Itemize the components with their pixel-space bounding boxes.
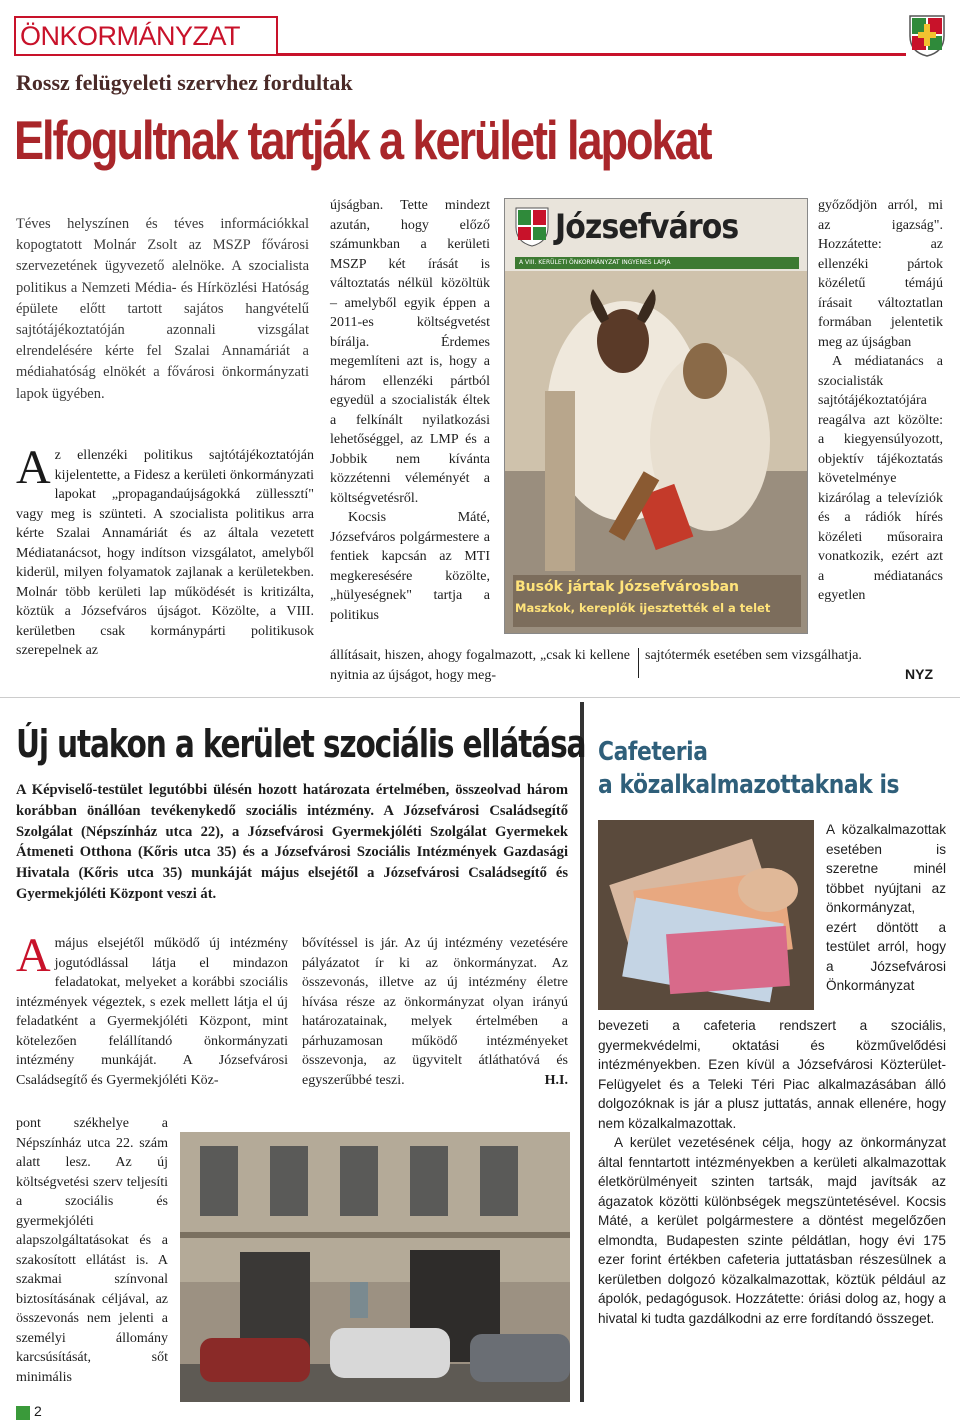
author-signature: NYZ <box>905 666 933 682</box>
article-body-continuation: sajtótermék esetében sem vizsgálhatja. <box>645 648 862 663</box>
article-body-continuation: állításait, hiszen, ahogy fogalmazott, „csak ki kellene nyitnia az újságot, hogy meg- <box>330 648 630 683</box>
cover-title: Józsefváros <box>555 207 739 247</box>
article-body-text: győződjön arról, mi az igazság". Hozzátette: az ellenzéki pártok közéletű témájú írásait változtatlan formában jelentetik meg az újságban <box>818 198 943 350</box>
article3-headline-line-1: Cafeteria <box>598 737 708 767</box>
building-photo <box>180 1132 570 1402</box>
coat-of-arms-icon <box>908 14 946 58</box>
article3-body-intro: A közalkalmazottak esetében is szeretne minél többet nyújtani az önkormányzat, ezért döntött a testület arról, hogy a Józsefvárosi Önkormányzat <box>826 822 946 993</box>
article-body-text: újságban. Tette mindezt azután, hogy előző számunkban a kerületi MSZP két írását is változtatás nélkül közöltük – amelyből egyik éppen a 2011-es költségvetést bírálja. Érdemes megemlíteni azt is, hogy a három ellenzéki pártból egyedül a szocialisták éltek a felkínált nyilatkozási lehetőséggel, az LMP és a Jobbik nem kívánta közzétenni véleményét a költségvetésről. <box>330 198 490 506</box>
article2-body-column-2 <box>302 934 568 1090</box>
article3-body <box>598 1016 946 1328</box>
column-divider <box>638 648 639 678</box>
magazine-cover-image <box>504 198 808 634</box>
header-rule <box>278 53 906 56</box>
section-label: ÖNKORMÁNYZAT <box>20 21 241 51</box>
article2-body-text: május elsejétől működő új intézmény jogutódlással látja el mindazon feladatokat, melyeket a korábbi szociális intézmények végeztek, s ezek mellett látja el új feladatként a Gyermekjóléti Központ, mint kötelezően felállítandó önkormányzati intézmény munkáját. A Józsefvárosi Családsegítő és Gyermekjóléti Köz- <box>16 936 288 1088</box>
article2-headline: Új utakon a kerület szociális ellátása <box>16 722 586 766</box>
drop-cap: A <box>16 441 51 494</box>
article-body-text: z ellenzéki politikus sajtótájékoztatóján kijelentette, a Fidesz a kerületi önkormányzati lapokat „propagandaújságokká züllessztí" vagy meg is szünteti. A szocialista politikus arra kérte Szalai Annamáriát és az általa vezetett Médiatanácsot, hogy indítson vizsgálatot, amelyből kiderül, milyen folyamatok zajlanak a kerületekben. Molnár több kerületi lap működését is kritizálta, köztük a Józsefváros újságot. Közölte, a VIII. kerületben csak kormánypárti politikusok szerepelnek az <box>16 448 314 658</box>
article-lead: Téves helyszínen és téves információkkal kopogtatott Molnár Zsolt az MSZP fővárosi szervezetének ügyvezető alelnöke. A szocialista politikus a Nemzeti Média- és Hírközlési Hatóság épülete előtt tartott sajátos hangvételű sajtótájékoztatóján azonnali vizsgálat elrendelésére kérte fel Szalai Annamáriát a médiahatóság elnökét a fővárosi önkormányzati lapok ügyében. <box>16 216 309 402</box>
page-number-marker <box>16 1406 30 1420</box>
article3-body-text: bevezeti a cafeteria rendszert a szociális, gyermekvédelmi, oktatási és közművelődési intézményekben. Ezen kívül a Józsefvárosi Közterület-Felügyelet és a Teleki Téri Piac alkalmazásában álló dolgozóknak is jár a plusz juttatás, annak ellenére, hogy nem közalkalmazottak. <box>598 1018 946 1131</box>
article2-body-continuation: pont székhelye a Népszínház utca 22. szám alatt lesz. Az új költségvetési szerv teljesíti a szociális és gyermekjóléti alapszolgáltatásokat és a szakosított ellátást is. A szakmai színvonal biztosításának céljával, az összevonás nem jelenti a személyi állomány karcsúsítását, sőt minimális <box>16 1116 168 1385</box>
article2-lead: A Képviselő-testület legutóbbi ülésén hozott határozata értelmében, összeolvad három korábban önállóan tevékenykedő szociális intézmény. A Józsefvárosi Családsegítő Szolgálat (Népszínház utca 22), a Józsefvárosi Gyermekjóléti Szolgálat Gyermekek Átmeneti Otthona (Kőris utca 35) és a Józsefvárosi Szociális Intézmények Gazdasági Hivatala (Kőris utca 35) munkáját május elsejétől a Józsefvárosi Családsegítő és Gyermekjóléti Központ veszi át. <box>16 782 568 902</box>
author-signature: H.I. <box>544 1072 568 1088</box>
article-headline: Elfogultnak tartják a kerületi lapokat <box>14 109 711 171</box>
article3-headline <box>598 736 899 802</box>
article3-body-text: A kerület vezetésének célja, hogy az önkormányzat által fenntartott intézményekben a kerületi alkalmazottak életkörülményeit szinten tartsák, majd javítsák az ágazatok közötti különbségek megszüntetésével. Kocsis Máté, a kerület polgármestere a döntést megelőzően elmondta, Budapesten szinte példátlan, hogy évi 175 ezer forint értékben cafeteria juttatásban részesülnek a kerületben dolgozó közalkalmazottak, köztük például az ápolók, pedagógusok. Hozzátette: óriási dolog az, hogy a hivatal ki tudta gazdálkodni az erre fordítandó összeget. <box>598 1135 946 1326</box>
cover-caption-title: Busók jártak Józsefvárosban <box>515 579 740 595</box>
article-body-column-2 <box>330 196 490 625</box>
cover-crest-icon <box>515 207 549 247</box>
article-kicker: Rossz felügyeleti szervhez fordultak <box>16 70 353 95</box>
cover-subtitle: A VIII. KERÜLETI ÖNKORMÁNYZAT INGYENES LAPJA <box>515 257 799 269</box>
article3-headline-line-2: a közalkalmazottaknak is <box>598 770 900 800</box>
cover-caption-subtitle: Maszkok, kereplők ijesztették el a telet <box>515 601 771 615</box>
page-number: 2 <box>34 1403 42 1419</box>
article-body-column-3 <box>818 196 943 606</box>
article-body-text: A médiatanács a szocialisták sajtótájékoztatójára reagálva azt közölte: a kiegyensúlyozott, objektív tájékoztatás követelménye kizárólag a televíziók és a rádiók hírés közéleti műsoraira vonatkozik, ezért azt a médiatanács egyetlen <box>818 354 943 603</box>
column-divider <box>580 702 584 1402</box>
drop-cap: A <box>16 929 51 982</box>
article2-body-column-1 <box>16 929 288 1090</box>
article2-body-text: bővítéssel is jár. Az új intézmény vezetésére pályázatot ír ki az önkormányzat. Az összevonás, illetve az új intézmény életre hívása része az önkormányzat olyan irányú határozatainak, melyek értelmében a párhuzamosan működő intézményeket összevonja, az ügyvitelt átláthatóvá és egyszerűbbé teszi. <box>302 936 568 1088</box>
money-photo <box>598 820 814 1010</box>
article-body-text: Kocsis Máté, Józsefváros polgármestere a fentiek kapcsán az MTI megkeresésére közölte, „hülyeségnek" tartja a politikus <box>330 510 490 623</box>
article-body-column-1 <box>16 441 314 661</box>
section-divider <box>0 697 960 698</box>
